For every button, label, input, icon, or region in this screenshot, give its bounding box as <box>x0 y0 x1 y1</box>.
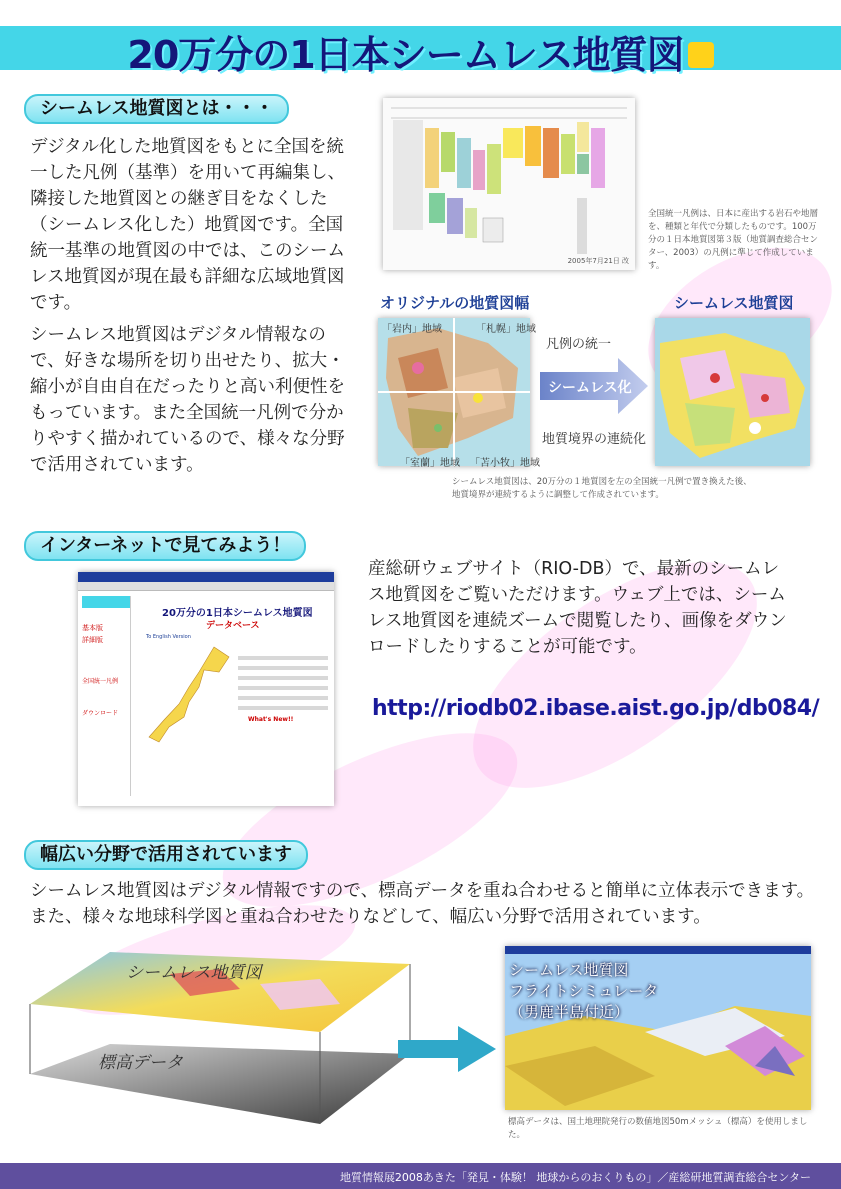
english-version-link[interactable]: To English Version <box>146 634 191 640</box>
site-logo <box>82 596 130 608</box>
layer-top-label: シームレス地質図 <box>126 963 262 983</box>
site-sidebar <box>82 596 131 796</box>
map-caption: シームレス地質図は、20万分の１地質図を左の全国統一凡例で置き換えた後、地質境界が連続するように調整して作成されています。 <box>452 477 752 500</box>
site-subtitle: データベース <box>206 621 260 631</box>
browser-toolbar <box>78 582 334 591</box>
elevation-note: 標高データは、国土地理院発行の数値地図50mメッシュ（標高）を使用しました。 <box>508 1117 808 1140</box>
section1-para2: シームレス地質図はデジタル情報なので、好きな場所を切り出せたり、拡大・縮小が自由自在だったりと高い利便性をもっています。また全国統一凡例で分かりやすく描かれているので、様々な分野で活用されています。 <box>30 325 345 475</box>
legend-date: 2005年7月21日 改 <box>567 257 629 265</box>
site-page-title: 20万分の1日本シームレス地質図 <box>162 608 313 619</box>
footer-text: 地質情報展2008あきた「発見・体験！ 地球からのおくりもの」／産総研地質調査総合センター <box>339 1171 811 1184</box>
original-map-label: オリジナルの地質図幅 <box>380 294 530 312</box>
section3-heading: 幅広い分野で活用されています <box>24 840 308 870</box>
seamless-map-label: シームレス地質図 <box>674 294 794 312</box>
section1-para1: デジタル化した地質図をもとに全国を統一した凡例（基準）を用いて再編集し、隣接した地質図との継ぎ目をなくした（シームレス化した）地質図です。全国統一基準の地質図の中では、このシームレス地質図が現在最も詳細な広域地質図です。 <box>30 137 345 313</box>
section2-heading: インターネットで見てみよう！ <box>24 531 306 561</box>
site-menu-list <box>238 650 328 716</box>
sidebar-item-legend[interactable]: 全国統一凡例 <box>82 678 119 685</box>
map-name-muroran: 「室蘭」地域 <box>400 458 460 469</box>
step-connect-boundary: 地質境界の連続化 <box>542 432 647 447</box>
page-title: 20万分の1日本シームレス地質図 <box>0 24 841 79</box>
legend-figure <box>383 98 635 270</box>
legend-caption: 全国統一凡例は、日本に産出する岩石や地層を、種類と年代で分類したものです。100万分の１日本地質図第３版（地質調査総合センター、2003）の凡例に準じて作成しています。 <box>648 209 819 271</box>
logo-mark-icon <box>688 42 714 68</box>
sidebar-item-detail[interactable]: 詳細版 <box>82 636 103 644</box>
map-name-sapporo: 「札幌」地域 <box>476 324 536 335</box>
step-unify-legend: 凡例の統一 <box>546 337 612 352</box>
sidebar-item-basic[interactable]: 基本版 <box>82 624 103 632</box>
original-map <box>378 318 530 466</box>
database-url-link[interactable]: http://riodb02.ibase.aist.go.jp/db084/ <box>372 696 820 721</box>
section1-heading: シームレス地質図とは・・・ <box>24 94 289 124</box>
step-arrow-label: シームレス化 <box>548 380 632 396</box>
flight-simulator-screenshot <box>505 946 811 1110</box>
website-screenshot <box>78 572 334 806</box>
map-name-tomakomai: 「苫小牧」地域 <box>470 458 540 469</box>
section3-para: シームレス地質図はデジタル情報ですので、標高データを重ね合わせると簡単に立体表示できます。また、様々な地球科学図と重ね合わせたりなどして、幅広い分野で活用されています。 <box>30 881 815 927</box>
browser-titlebar <box>78 572 334 582</box>
legend-chart-image <box>383 98 635 270</box>
whats-new-label: What's New!! <box>248 716 294 723</box>
footer-bar <box>0 1163 841 1189</box>
seamless-map <box>655 318 810 466</box>
section2-para: 産総研ウェブサイト（RIO-DB）で、最新のシームレス地質図をご覧いただけます。ウェブ上では、シームレス地質図を連続ズームで閲覧したり、画像をダウンロードしたりすることが可能です。 <box>368 559 787 657</box>
sim-caption-line3: （男鹿半島付近） <box>509 1003 630 1021</box>
layer-bottom-label: 標高データ <box>98 1053 183 1073</box>
japan-map-image <box>144 642 234 752</box>
sim-caption-line1: シームレス地質図 <box>509 961 629 979</box>
sim-caption-line2: フライトシミュレータ <box>509 982 659 1000</box>
right-arrow-icon <box>398 1024 498 1074</box>
map-name-iwanai: 「岩内」地域 <box>382 324 442 335</box>
sidebar-item-download[interactable]: ダウンロード <box>82 710 119 717</box>
